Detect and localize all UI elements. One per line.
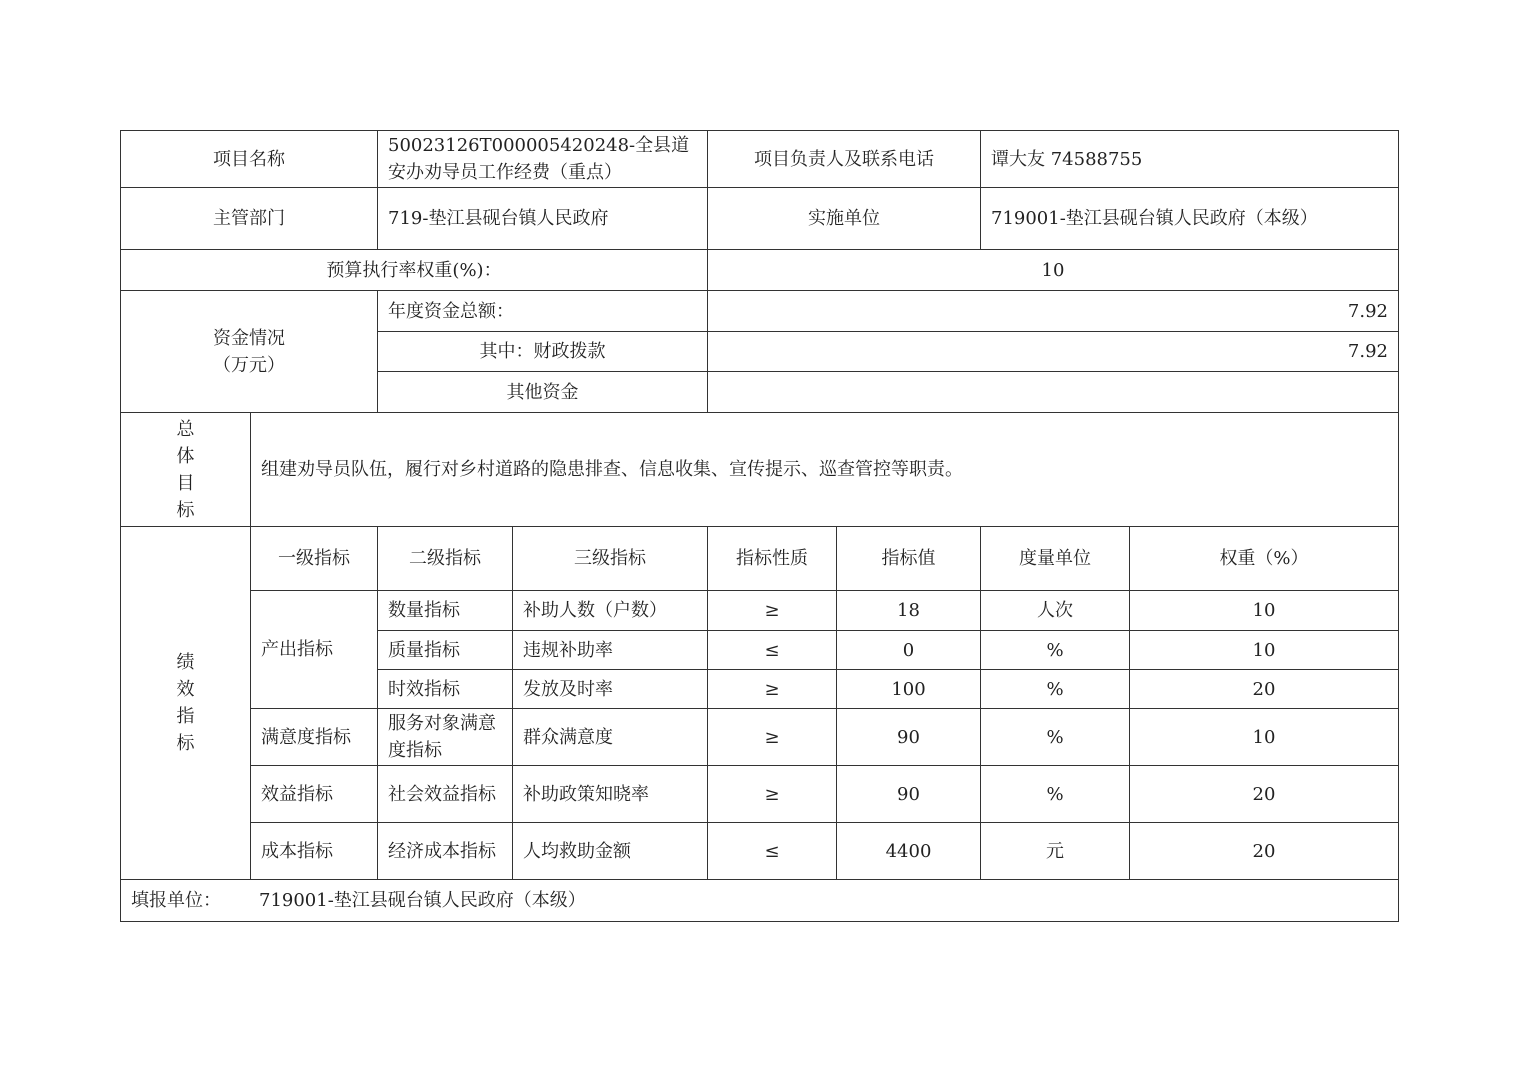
level1-cell: 成本指标 (251, 823, 378, 880)
reporting-unit-value: 719001-垫江县砚台镇人民政府（本级） (259, 890, 586, 911)
funds-fiscal-value: 7.92 (708, 332, 1399, 372)
row-department (121, 188, 1399, 250)
table-row (121, 766, 1399, 823)
column-header: 二级指标 (378, 527, 513, 591)
level3-cell: 人均救助金额 (513, 823, 708, 880)
value-cell: 0 (837, 631, 981, 670)
goal-label-char: 标 (176, 499, 195, 521)
value-cell: 90 (837, 766, 981, 823)
level2-cell: 经济成本指标 (378, 823, 513, 880)
impl-value: 719001-垫江县砚台镇人民政府（本级） (981, 188, 1399, 250)
level3-cell: 发放及时率 (513, 670, 708, 709)
project-name-label: 项目名称 (121, 131, 378, 188)
manager-value: 谭大友 74588755 (981, 131, 1399, 188)
unit-cell: % (981, 709, 1130, 766)
goal-text: 组建劝导员队伍，履行对乡村道路的隐患排查、信息收集、宣传提示、巡查管控等职责。 (251, 413, 1399, 527)
performance-target-table (120, 130, 1399, 922)
row-reporting-unit (121, 880, 1399, 922)
table-row (121, 823, 1399, 880)
funds-fiscal-label: 其中：财政拨款 (378, 332, 708, 372)
table-row (121, 591, 1399, 631)
level3-cell: 群众满意度 (513, 709, 708, 766)
dept-label: 主管部门 (121, 188, 378, 250)
column-header: 三级指标 (513, 527, 708, 591)
funds-other-value (708, 372, 1399, 413)
row-project-name (121, 131, 1399, 188)
impl-label: 实施单位 (708, 188, 981, 250)
reporting-unit-label: 填报单位： (131, 890, 221, 911)
goal-label-char: 体 (176, 445, 195, 467)
dept-value: 719-垫江县砚台镇人民政府 (378, 188, 708, 250)
level1-cell: 效益指标 (251, 766, 378, 823)
funds-label-line1: 资金情况 (213, 327, 285, 349)
weight-cell: 20 (1130, 766, 1399, 823)
manager-label: 项目负责人及联系电话 (708, 131, 981, 188)
level2-cell: 时效指标 (378, 670, 513, 709)
project-name-value: 50023126T000005420248-全县道安办劝导员工作经费（重点） (378, 131, 708, 188)
performance-label (121, 527, 251, 880)
unit-cell: % (981, 631, 1130, 670)
level1-cell: 满意度指标 (251, 709, 378, 766)
funds-total-label: 年度资金总额： (378, 291, 708, 332)
column-header: 指标值 (837, 527, 981, 591)
level1-cell: 产出指标 (251, 591, 378, 709)
performance-label-char: 指 (176, 706, 195, 727)
row-funds-total (121, 291, 1399, 332)
nature-cell: ≥ (708, 709, 837, 766)
value-cell: 90 (837, 709, 981, 766)
level3-cell: 补助政策知晓率 (513, 766, 708, 823)
level2-cell: 质量指标 (378, 631, 513, 670)
column-header: 指标性质 (708, 527, 837, 591)
unit-cell: 元 (981, 823, 1130, 880)
unit-cell: % (981, 766, 1130, 823)
goal-label (121, 413, 251, 527)
row-overall-goal (121, 413, 1399, 527)
performance-label-char: 标 (176, 733, 195, 754)
level3-cell: 违规补助率 (513, 631, 708, 670)
level3-cell: 补助人数（户数） (513, 591, 708, 631)
column-header: 一级指标 (251, 527, 378, 591)
level2-cell: 社会效益指标 (378, 766, 513, 823)
funds-other-label: 其他资金 (378, 372, 708, 413)
weight-cell: 10 (1130, 709, 1399, 766)
funds-total-value: 7.92 (708, 291, 1399, 332)
value-cell: 100 (837, 670, 981, 709)
value-cell: 4400 (837, 823, 981, 880)
column-header: 度量单位 (981, 527, 1130, 591)
nature-cell: ≤ (708, 631, 837, 670)
weight-cell: 20 (1130, 823, 1399, 880)
budget-weight-label: 预算执行率权重(%)： (121, 250, 708, 291)
nature-cell: ≥ (708, 766, 837, 823)
value-cell: 18 (837, 591, 981, 631)
table-row (121, 709, 1399, 766)
funds-label (121, 291, 378, 413)
goal-label-char: 目 (176, 472, 195, 494)
level2-cell: 数量指标 (378, 591, 513, 631)
performance-label-char: 效 (176, 679, 195, 700)
goal-label-char: 总 (176, 418, 195, 440)
funds-label-line2: （万元） (213, 354, 285, 376)
row-budget-weight (121, 250, 1399, 291)
unit-cell: 人次 (981, 591, 1130, 631)
nature-cell: ≥ (708, 670, 837, 709)
weight-cell: 20 (1130, 670, 1399, 709)
level2-cell: 服务对象满意度指标 (378, 709, 513, 766)
column-header: 权重（%） (1130, 527, 1399, 591)
weight-cell: 10 (1130, 631, 1399, 670)
performance-label-char: 绩 (176, 652, 195, 673)
reporting-unit (121, 880, 1399, 922)
nature-cell: ≤ (708, 823, 837, 880)
nature-cell: ≥ (708, 591, 837, 631)
budget-weight-value: 10 (708, 250, 1399, 291)
unit-cell: % (981, 670, 1130, 709)
performance-header-row (121, 527, 1399, 591)
weight-cell: 10 (1130, 591, 1399, 631)
